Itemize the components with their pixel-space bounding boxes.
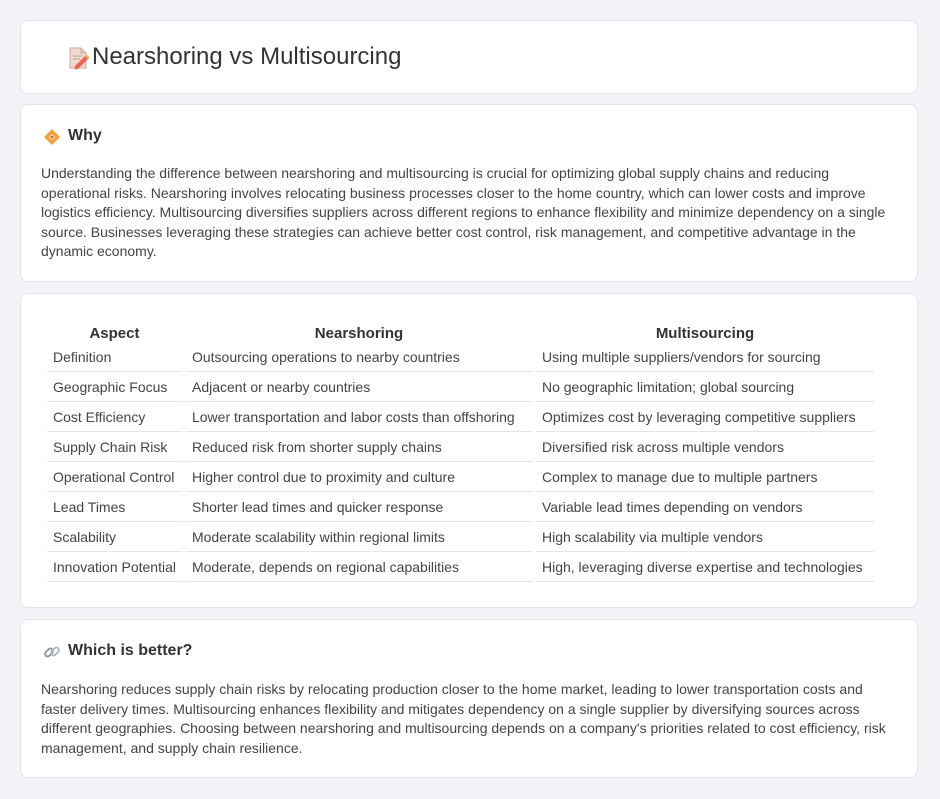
why-text: Understanding the difference between nearshoring and multisourcing is crucial for optimizing global supply chains and reducing operational risks. Nearshoring involves relocating business processes closer to the home country, which can lower costs and improve logistics efficiency. Multisourcing diversifies suppliers across different regions to enhance flexibility and minimize dependency on a single source. Businesses leveraging these strategies can achieve better cost control, risk management, and competitive advantage in the dynamic economy. (41, 165, 886, 259)
comparison-table (43, 314, 878, 582)
document-pencil-icon (65, 45, 91, 71)
aspect-cell: Cost Efficiency (47, 402, 182, 432)
nearshoring-cell: Higher control due to proximity and culture (186, 462, 532, 492)
multisourcing-cell: Diversified risk across multiple vendors (536, 432, 874, 462)
which-is-better-section (20, 619, 918, 778)
table-row (47, 522, 874, 552)
better-title: Which is better? (68, 642, 193, 659)
nearshoring-cell: Moderate scalability within regional limits (186, 522, 532, 552)
multisourcing-cell: Complex to manage due to multiple partners (536, 462, 874, 492)
table-row (47, 432, 874, 462)
multisourcing-cell: No geographic limitation; global sourcing (536, 372, 874, 402)
nearshoring-cell: Lower transportation and labor costs than offshoring (186, 402, 532, 432)
aspect-cell: Scalability (47, 522, 182, 552)
aspect-cell: Innovation Potential (47, 552, 182, 582)
multisourcing-cell: Optimizes cost by leveraging competitive suppliers (536, 402, 874, 432)
column-header-nearshoring: Nearshoring (314, 325, 404, 342)
header-card (20, 20, 918, 94)
table-header-row (47, 314, 874, 342)
why-title: Why (68, 127, 102, 144)
column-header-multisourcing: Multisourcing (655, 325, 755, 342)
why-section (20, 104, 918, 282)
table-row (47, 462, 874, 492)
nearshoring-cell: Shorter lead times and quicker response (186, 492, 532, 522)
nearshoring-cell: Adjacent or nearby countries (186, 372, 532, 402)
table-row (47, 402, 874, 432)
multisourcing-cell: High, leveraging diverse expertise and technologies (536, 552, 874, 582)
link-icon (43, 643, 61, 661)
diamond-sign-icon (43, 128, 61, 146)
multisourcing-cell: Variable lead times depending on vendors (536, 492, 874, 522)
nearshoring-cell: Outsourcing operations to nearby countries (186, 342, 532, 372)
table-row (47, 552, 874, 582)
aspect-cell: Operational Control (47, 462, 182, 492)
multisourcing-cell: Using multiple suppliers/vendors for sourcing (536, 342, 874, 372)
aspect-cell: Definition (47, 342, 182, 372)
nearshoring-cell: Moderate, depends on regional capabilities (186, 552, 532, 582)
table-row (47, 372, 874, 402)
page-title: Nearshoring vs Multisourcing (92, 43, 402, 70)
aspect-cell: Geographic Focus (47, 372, 182, 402)
comparison-section (20, 293, 918, 608)
table-row (47, 342, 874, 372)
aspect-cell: Supply Chain Risk (47, 432, 182, 462)
better-text: Nearshoring reduces supply chain risks by relocating production closer to the home market, leading to lower transportation costs and faster delivery times. Multisourcing enhances flexibility and mitigates dependency on a single supplier by diversifying sources across different geographies. Choosing between nearshoring and multisourcing depends on a company's priorities related to cost efficiency, risk management, and supply chain resilience. (41, 681, 886, 756)
table-row (47, 492, 874, 522)
column-header-aspect: Aspect (89, 325, 140, 342)
nearshoring-cell: Reduced risk from shorter supply chains (186, 432, 532, 462)
multisourcing-cell: High scalability via multiple vendors (536, 522, 874, 552)
aspect-cell: Lead Times (47, 492, 182, 522)
